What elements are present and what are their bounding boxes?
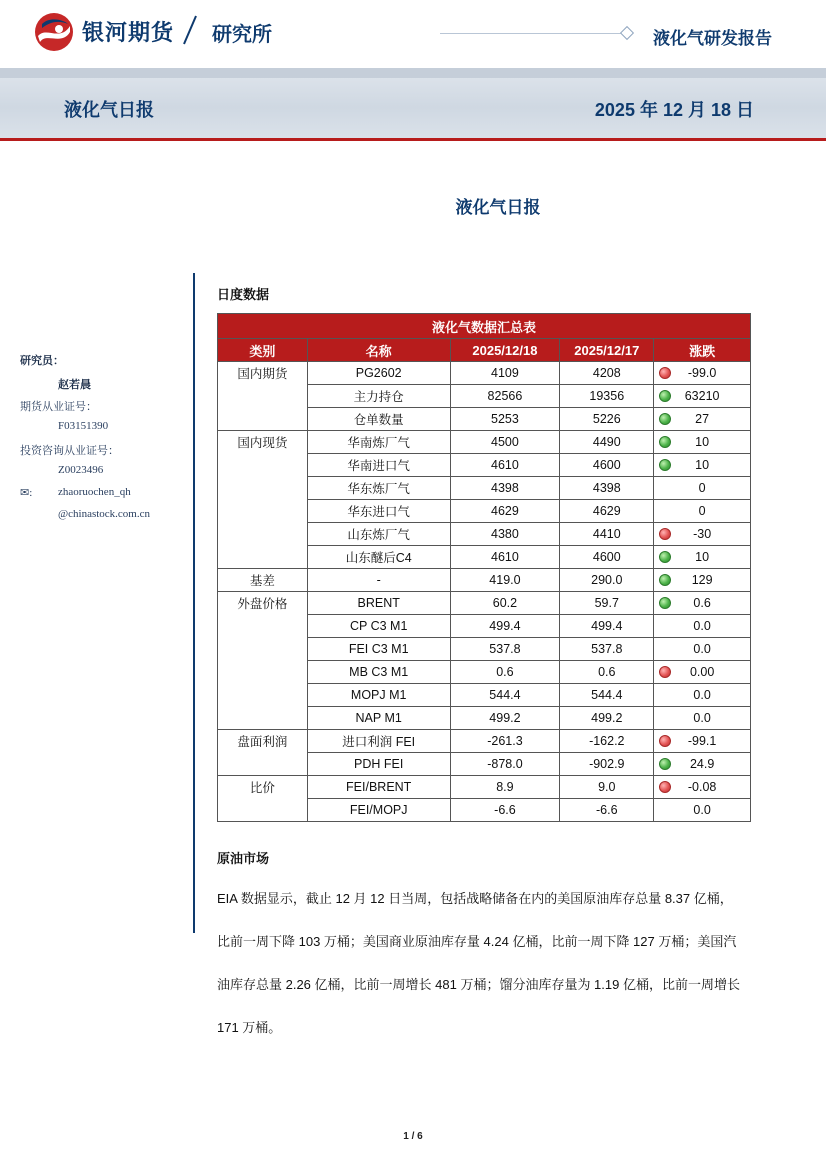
cell-change-text: 24.9	[689, 757, 715, 771]
cell-value-current	[450, 799, 560, 822]
cell-change	[654, 523, 751, 546]
cell-name	[307, 638, 450, 661]
cell-name	[307, 615, 450, 638]
cell-change-text: 0	[698, 481, 706, 495]
cell-category-text: 国内期货	[237, 367, 288, 382]
cell-name-text: MOPJ M1	[350, 688, 407, 702]
cell-change	[654, 362, 751, 385]
cell-name	[307, 707, 450, 730]
cell-value-previous-text: 4629	[592, 504, 621, 518]
cell-value-current-text: 4398	[491, 481, 519, 495]
cell-name	[307, 523, 450, 546]
cell-value-current-text: 4610	[491, 550, 519, 564]
cell-value-current	[450, 592, 560, 615]
cell-value-current-text: 537.8	[489, 642, 521, 656]
cell-value-current-text: 499.2	[489, 711, 521, 725]
cell-value-previous	[560, 408, 654, 431]
cell-category	[218, 730, 308, 753]
green-dot-icon	[659, 413, 671, 425]
cell-change-text: 10	[695, 435, 710, 449]
green-dot-icon	[659, 574, 671, 586]
cell-value-previous	[560, 477, 654, 500]
cell-category	[218, 500, 308, 523]
crude-paragraph	[217, 877, 777, 1049]
report-date: 2025 年 12 月 18 日	[594, 100, 754, 120]
document-title: 液化气日报	[455, 198, 541, 217]
cell-value-previous-text: 537.8	[591, 642, 623, 656]
crude-line-3: 油库存总量 2.26 亿桶，比前一周增长 481 万桶；馏分油库存量为 1.19 亿桶，比前一周增长	[217, 977, 740, 992]
cell-value-previous	[560, 730, 654, 753]
cell-name	[307, 385, 450, 408]
cell-value-previous	[560, 776, 654, 799]
researcher-label: 研究员：	[20, 355, 64, 367]
red-dot-icon	[659, 735, 671, 747]
invest-cert-label: 投资咨询从业证号：	[20, 445, 119, 457]
cell-value-current-text: 419.0	[489, 573, 521, 587]
cell-value-current	[450, 546, 560, 569]
cell-value-previous	[560, 684, 654, 707]
red-dot-icon	[659, 367, 671, 379]
cell-name-text: 华南进口气	[347, 459, 410, 473]
cell-value-current	[450, 684, 560, 707]
page-number: 1 / 6	[403, 1131, 423, 1142]
cell-change	[654, 776, 751, 799]
cell-name-text: FEI/BRENT	[346, 780, 412, 794]
section-title-crude: 原油市场	[217, 851, 270, 866]
cell-category	[218, 362, 308, 385]
researcher-name: 赵若晨	[58, 379, 91, 391]
cell-value-previous-text: 290.0	[591, 573, 623, 587]
cell-value-current	[450, 707, 560, 730]
table-row	[218, 615, 751, 638]
green-dot-icon	[659, 758, 671, 770]
table-row	[218, 753, 751, 776]
cell-value-previous-text: 19356	[589, 389, 625, 403]
cell-category	[218, 753, 308, 776]
cell-category	[218, 546, 308, 569]
cell-category	[218, 408, 308, 431]
invest-cert-number: Z0023496	[58, 464, 104, 476]
cell-value-previous-text: 499.4	[591, 619, 623, 633]
col-header-date-1: 2025/12/18	[450, 339, 560, 362]
cell-change	[654, 500, 751, 523]
cell-name	[307, 362, 450, 385]
cell-value-previous	[560, 592, 654, 615]
green-dot-icon	[659, 459, 671, 471]
cell-change-text: 0.0	[693, 619, 711, 633]
cell-name	[307, 661, 450, 684]
cell-value-previous-text: 4208	[592, 366, 621, 380]
band-title: 液化气日报	[64, 100, 154, 120]
cell-name	[307, 776, 450, 799]
cell-name	[307, 730, 450, 753]
cell-name	[307, 454, 450, 477]
table-row	[218, 661, 751, 684]
cell-value-previous	[560, 523, 654, 546]
col-header-name: 名称	[307, 339, 450, 362]
cell-value-current	[450, 661, 560, 684]
cell-name-text: 华东进口气	[347, 505, 410, 519]
cell-name-text: FEI C3 M1	[348, 642, 409, 656]
cell-name-text: PG2602	[355, 366, 402, 380]
cell-value-previous	[560, 661, 654, 684]
table-row	[218, 684, 751, 707]
cell-name-text: PDH FEI	[354, 757, 404, 771]
cell-name-text: NAP M1	[355, 711, 402, 725]
cell-value-previous	[560, 799, 654, 822]
cell-change-text: 0	[698, 504, 706, 518]
cell-value-previous-text: 9.0	[598, 780, 616, 794]
cell-value-previous-text: 4410	[592, 527, 621, 541]
cell-change-text: -0.08	[687, 780, 717, 794]
cell-value-previous	[560, 431, 654, 454]
cell-value-previous	[560, 454, 654, 477]
cell-category	[218, 615, 308, 638]
cell-value-previous-text: -162.2	[589, 734, 625, 748]
cell-value-current-text: -6.6	[494, 803, 516, 817]
table-row	[218, 776, 751, 799]
col-header-date-2: 2025/12/17	[560, 339, 654, 362]
title-band-underline	[0, 138, 826, 141]
crude-line-1: EIA 数据显示，截止 12 月 12 日当周，包括战略储备在内的美国原油库存总量 8.37 亿桶，	[217, 891, 733, 906]
cell-category	[218, 707, 308, 730]
futures-cert-label: 期货从业证号：	[20, 401, 97, 413]
cell-name	[307, 684, 450, 707]
cell-value-current	[450, 730, 560, 753]
cell-value-current-text: 82566	[487, 389, 523, 403]
sidebar-divider	[193, 273, 195, 933]
cell-name	[307, 592, 450, 615]
cell-change-text: 63210	[684, 389, 720, 403]
red-dot-icon	[659, 666, 671, 678]
cell-value-current	[450, 615, 560, 638]
cell-value-current-text: 4610	[491, 458, 519, 472]
envelope-icon: ✉:	[20, 487, 33, 499]
cell-value-previous	[560, 707, 654, 730]
red-dot-icon	[659, 781, 671, 793]
table-row	[218, 500, 751, 523]
title-band-top	[0, 68, 826, 78]
report-type: 液化气研发报告	[653, 29, 772, 48]
cell-change-text: 129	[691, 573, 713, 587]
cell-change	[654, 707, 751, 730]
cell-change	[654, 684, 751, 707]
cell-change-text: 0.0	[693, 803, 711, 817]
cell-change	[654, 638, 751, 661]
cell-value-current	[450, 454, 560, 477]
green-dot-icon	[659, 390, 671, 402]
cell-value-previous	[560, 569, 654, 592]
cell-name-text: MB C3 M1	[349, 665, 409, 679]
cell-value-current	[450, 638, 560, 661]
cell-name-text: 华南炼厂气	[347, 436, 410, 450]
cell-value-previous-text: 4398	[592, 481, 621, 495]
cell-value-current-text: 60.2	[492, 596, 518, 610]
cell-change	[654, 799, 751, 822]
cell-change-text: 0.6	[693, 596, 711, 610]
col-header-category: 类别	[218, 339, 308, 362]
cell-value-previous	[560, 362, 654, 385]
cell-value-previous-text: 4600	[592, 458, 621, 472]
cell-name	[307, 477, 450, 500]
cell-name	[307, 431, 450, 454]
cell-change	[654, 730, 751, 753]
cell-value-previous-text: 4490	[592, 435, 621, 449]
cell-value-previous	[560, 615, 654, 638]
brand-name: 银河期货	[82, 20, 175, 45]
table-row	[218, 592, 751, 615]
cell-name-text: 山东炼厂气	[347, 528, 410, 542]
cell-value-previous	[560, 753, 654, 776]
cell-name-text: FEI/MOPJ	[349, 803, 408, 817]
cell-change	[654, 431, 751, 454]
cell-change	[654, 385, 751, 408]
cell-value-previous	[560, 546, 654, 569]
cell-name-text: -	[376, 573, 381, 587]
cell-value-current-text: 8.9	[496, 780, 514, 794]
col-header-change: 涨跌	[654, 339, 751, 362]
cell-value-previous	[560, 638, 654, 661]
cell-value-previous	[560, 385, 654, 408]
table-row	[218, 546, 751, 569]
cell-name-text: 进口利润 FEI	[342, 735, 416, 749]
cell-change	[654, 454, 751, 477]
cell-value-current	[450, 362, 560, 385]
cell-value-current-text: 4380	[491, 527, 519, 541]
cell-change-text: 0.0	[693, 711, 711, 725]
divider-slash	[180, 14, 200, 46]
cell-value-previous-text: 59.7	[594, 596, 619, 610]
cell-category-text: 外盘价格	[237, 597, 288, 612]
cell-category	[218, 431, 308, 454]
lpg-summary-table	[217, 313, 751, 822]
cell-name	[307, 799, 450, 822]
cell-value-current	[450, 500, 560, 523]
cell-value-current	[450, 477, 560, 500]
section-title-daily-data: 日度数据	[217, 287, 270, 302]
cell-value-current-text: -261.3	[487, 734, 523, 748]
email-line-2[interactable]: @chinastock.com.cn	[58, 508, 150, 520]
cell-value-current	[450, 523, 560, 546]
cell-change-text: 0.00	[689, 665, 715, 679]
cell-value-previous-text: 499.2	[591, 711, 623, 725]
cell-name	[307, 569, 450, 592]
cell-value-previous-text: 5226	[592, 412, 621, 426]
cell-category-text: 基差	[249, 574, 275, 588]
crude-line-4: 171 万桶。	[217, 1020, 282, 1035]
cell-change	[654, 592, 751, 615]
table-caption: 液化气数据汇总表	[218, 314, 751, 339]
cell-value-current	[450, 431, 560, 454]
cell-name	[307, 753, 450, 776]
cell-name-text: BRENT	[357, 596, 400, 610]
cell-change	[654, 569, 751, 592]
cell-value-current-text: 5253	[491, 412, 519, 426]
cell-category	[218, 684, 308, 707]
cell-name-text: 华东炼厂气	[347, 482, 410, 496]
cell-value-previous-text: -6.6	[596, 803, 618, 817]
cell-name-text: 主力持仓	[353, 390, 404, 404]
division-name: 研究所	[212, 24, 272, 46]
cell-category	[218, 592, 308, 615]
cell-category	[218, 454, 308, 477]
cell-value-previous-text: 544.4	[591, 688, 623, 702]
table-row	[218, 569, 751, 592]
cell-name	[307, 408, 450, 431]
table-row	[218, 638, 751, 661]
cell-category	[218, 569, 308, 592]
cell-value-current-text: 4109	[491, 366, 519, 380]
cell-category-text: 盘面利润	[237, 735, 288, 750]
page-header	[0, 0, 826, 68]
cell-value-current-text: 4629	[491, 504, 519, 518]
table-row	[218, 385, 751, 408]
table-row	[218, 730, 751, 753]
table-row	[218, 362, 751, 385]
cell-value-current	[450, 753, 560, 776]
cell-category	[218, 523, 308, 546]
cell-category	[218, 638, 308, 661]
cell-category	[218, 799, 308, 822]
cell-name-text: 山东醚后C4	[345, 551, 412, 565]
cell-change	[654, 408, 751, 431]
cell-name	[307, 546, 450, 569]
cell-value-current-text: 0.6	[496, 665, 514, 679]
green-dot-icon	[659, 551, 671, 563]
table-row	[218, 707, 751, 730]
cell-value-current-text: -878.0	[487, 757, 523, 771]
red-dot-icon	[659, 528, 671, 540]
cell-value-previous-text: 0.6	[598, 665, 616, 679]
cell-value-current	[450, 776, 560, 799]
green-dot-icon	[659, 597, 671, 609]
table-row	[218, 431, 751, 454]
futures-cert-number: F03151390	[58, 420, 109, 432]
cell-value-previous-text: -902.9	[589, 757, 625, 771]
cell-change	[654, 546, 751, 569]
cell-category	[218, 776, 308, 799]
cell-change	[654, 615, 751, 638]
cell-category-text: 比价	[249, 781, 275, 796]
cell-change-text: 10	[695, 550, 710, 564]
table-row	[218, 523, 751, 546]
cell-value-current-text: 4500	[491, 435, 519, 449]
table-row	[218, 408, 751, 431]
cell-change	[654, 661, 751, 684]
cell-change-text: -99.0	[687, 366, 717, 380]
cell-change-text: 10	[695, 458, 710, 472]
cell-value-previous	[560, 500, 654, 523]
cell-change-text: -30	[693, 527, 712, 541]
table-row	[218, 477, 751, 500]
email-line-1[interactable]: zhaoruochen_qh	[58, 486, 131, 498]
cell-change-text: 0.0	[693, 688, 711, 702]
cell-category	[218, 661, 308, 684]
cell-category	[218, 477, 308, 500]
cell-value-current	[450, 569, 560, 592]
table-row	[218, 454, 751, 477]
galaxy-logo-icon	[34, 12, 74, 52]
cell-category	[218, 385, 308, 408]
cell-name	[307, 500, 450, 523]
crude-line-2: 比前一周下降 103 万桶；美国商业原油库存量 4.24 亿桶，比前一周下降 127 万桶；美国汽	[217, 934, 737, 949]
cell-category-text: 国内现货	[237, 436, 288, 451]
cell-value-previous-text: 4600	[592, 550, 621, 564]
cell-value-current-text: 544.4	[489, 688, 521, 702]
green-dot-icon	[659, 436, 671, 448]
cell-change	[654, 753, 751, 776]
header-rule	[440, 33, 626, 34]
cell-change-text: 0.0	[693, 642, 711, 656]
table-row	[218, 799, 751, 822]
cell-value-current-text: 499.4	[489, 619, 521, 633]
header-diamond	[620, 26, 634, 40]
cell-change-text: -99.1	[687, 734, 717, 748]
cell-value-current	[450, 385, 560, 408]
cell-value-current	[450, 408, 560, 431]
cell-name-text: CP C3 M1	[349, 619, 408, 633]
cell-change-text: 27	[695, 412, 710, 426]
cell-name-text: 仓单数量	[353, 413, 404, 427]
cell-change	[654, 477, 751, 500]
table-body	[218, 362, 751, 822]
